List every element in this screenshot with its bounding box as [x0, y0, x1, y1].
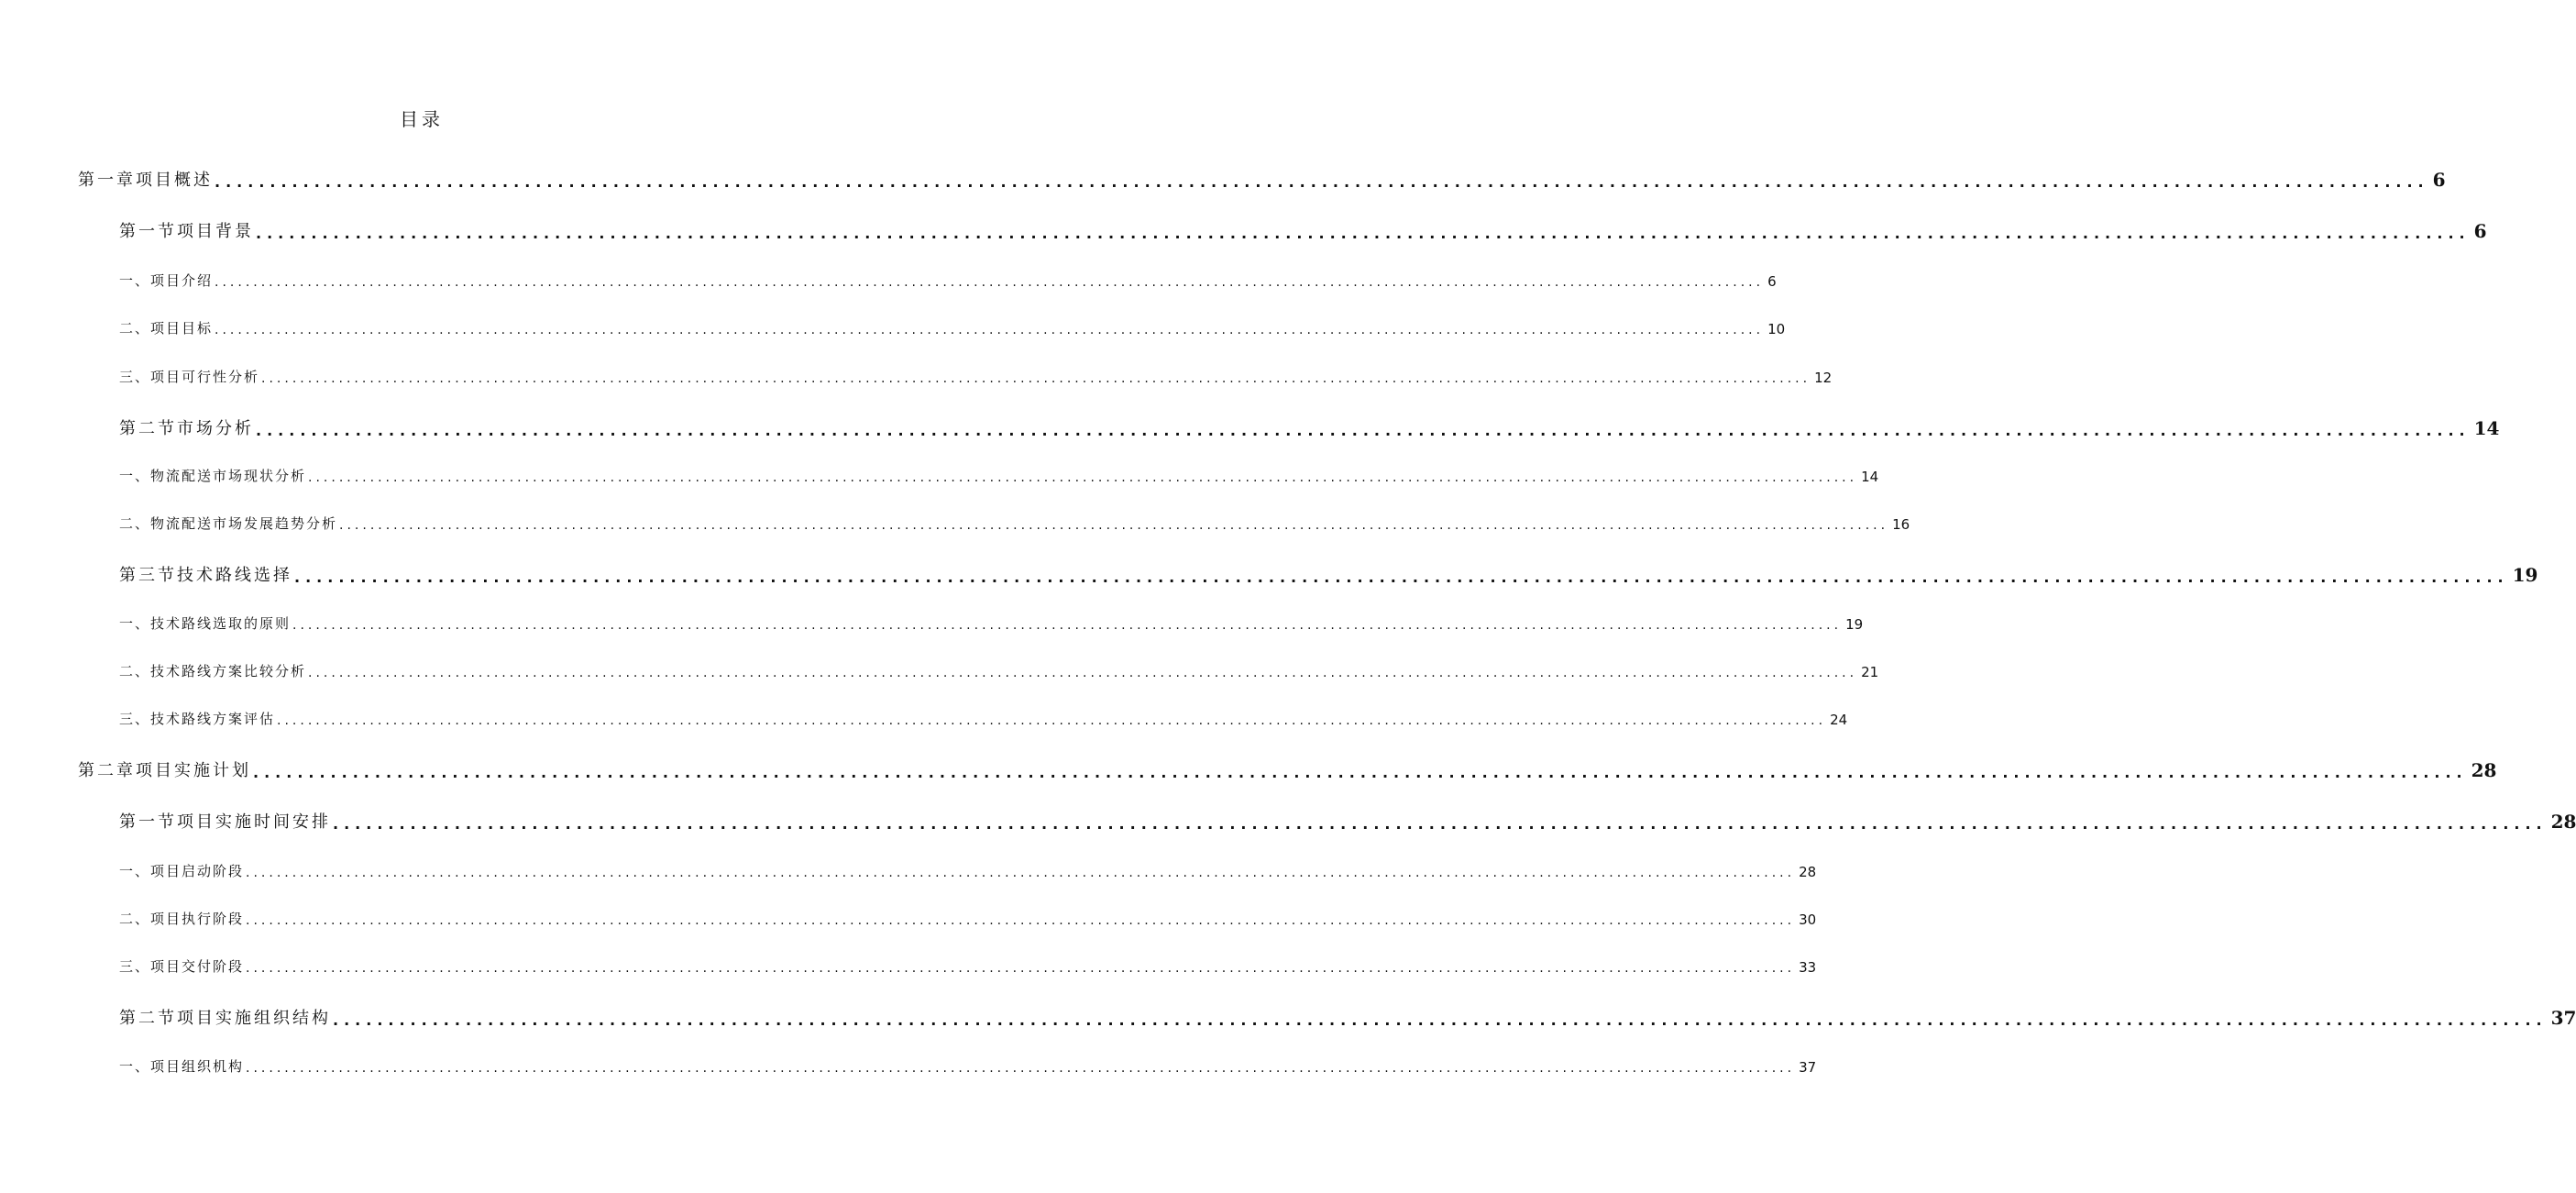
toc-entry-section[interactable] — [119, 1001, 2576, 1029]
toc-entry-label: 一、物流配送市场现状分析 — [119, 468, 307, 484]
toc-entry-label: 第一节项目背景 — [119, 222, 254, 241]
dot-leader: ........................................................................................................................................................................................................ — [333, 815, 2548, 833]
dot-leader: ........................................................................................................................................................................................................ — [256, 225, 2471, 242]
toc-entry-section[interactable] — [119, 558, 2538, 586]
dot-leader: ........................................................................................................................................................................................................ — [215, 275, 1765, 290]
toc-entry-label: 三、项目交付阶段 — [119, 958, 245, 975]
toc-entry-item[interactable] — [119, 364, 1833, 386]
dot-leader: ........................................................................................................................................................................................................ — [246, 866, 1796, 880]
toc-entry-page: 14 — [2473, 417, 2500, 439]
toc-entry-page: 14 — [1861, 469, 1879, 485]
toc-entry-label: 第三节技术路线选择 — [119, 566, 292, 585]
dot-leader: ........................................................................................................................................................................................................ — [215, 323, 1765, 337]
toc-entry-item[interactable] — [119, 315, 1786, 337]
toc-entry-page: 6 — [2473, 220, 2487, 242]
dot-leader: ........................................................................................................................................................................................................ — [246, 961, 1796, 976]
toc-entry-label: 二、技术路线方案比较分析 — [119, 663, 307, 679]
toc-entry-label: 一、项目启动阶段 — [119, 863, 245, 879]
toc-entry-item[interactable] — [119, 906, 1817, 928]
dot-leader: ........................................................................................................................................................................................................ — [308, 666, 1858, 680]
toc-entry-page: 24 — [1830, 712, 1848, 728]
toc-entry-page: 28 — [2471, 759, 2497, 781]
toc-entry-page: 12 — [1814, 370, 1833, 386]
toc-entry-item[interactable] — [119, 611, 1864, 633]
toc-entry-label: 二、项目执行阶段 — [119, 911, 245, 927]
dot-leader: ........................................................................................................................................................................................................ — [333, 1011, 2548, 1029]
toc-entry-label: 二、物流配送市场发展趋势分析 — [119, 515, 338, 532]
toc-entry-page: 6 — [2432, 169, 2446, 191]
toc-entry-label: 第二章项目实施计划 — [78, 761, 251, 780]
toc-entry-section[interactable] — [119, 412, 2500, 439]
dot-leader: ........................................................................................................................................................................................................ — [277, 713, 1827, 728]
dot-leader: ........................................................................................................................................................................................................ — [246, 1061, 1796, 1076]
toc-entry-section[interactable] — [119, 215, 2487, 242]
toc-entry-item[interactable] — [119, 858, 1817, 880]
toc-title: 目录 — [400, 108, 444, 130]
toc-entry-page: 10 — [1767, 321, 1786, 337]
toc-entry-label: 三、技术路线方案评估 — [119, 711, 276, 727]
toc-entry-item[interactable] — [119, 706, 1848, 728]
toc-entry-section[interactable] — [119, 805, 2576, 833]
dot-leader: ........................................................................................................................................................................................................ — [339, 518, 1889, 533]
dot-leader: ........................................................................................................................................................................................................ — [294, 569, 2509, 586]
dot-leader: ........................................................................................................................................................................................................ — [261, 371, 1811, 386]
toc-entry-label: 一、项目介绍 — [119, 272, 214, 289]
toc-entry-item[interactable] — [119, 658, 1879, 680]
toc-entry-chapter[interactable] — [78, 163, 2446, 191]
toc-entry-page: 21 — [1861, 664, 1879, 680]
toc-entry-page: 19 — [2512, 564, 2538, 586]
toc-entry-page: 37 — [2550, 1007, 2576, 1029]
toc-entry-page: 6 — [1767, 273, 1777, 290]
dot-leader: ........................................................................................................................................................................................................ — [215, 173, 2429, 191]
dot-leader: ........................................................................................................................................................................................................ — [256, 422, 2471, 439]
toc-entry-label: 第二节市场分析 — [119, 419, 254, 438]
dot-leader: ........................................................................................................................................................................................................ — [253, 764, 2468, 781]
toc-entry-page: 16 — [1892, 516, 1910, 533]
toc-entry-item[interactable] — [119, 463, 1879, 485]
toc-entry-page: 33 — [1799, 959, 1817, 976]
toc-entry-label: 一、项目组织机构 — [119, 1058, 245, 1075]
toc-entry-item[interactable] — [119, 1054, 1817, 1076]
toc-entry-item[interactable] — [119, 954, 1817, 976]
toc-entry-label: 第一章项目概述 — [78, 171, 213, 190]
toc-entry-label: 第一节项目实施时间安排 — [119, 812, 331, 832]
toc-entry-label: 第二节项目实施组织结构 — [119, 1009, 331, 1028]
toc-entry-chapter[interactable] — [78, 754, 2497, 781]
toc-entry-page: 19 — [1845, 616, 1864, 633]
toc-entry-item[interactable] — [119, 268, 1777, 290]
toc-entry-item[interactable] — [119, 511, 1910, 533]
dot-leader: ........................................................................................................................................................................................................ — [292, 618, 1843, 633]
toc-entry-label: 三、项目可行性分析 — [119, 369, 260, 385]
dot-leader: ........................................................................................................................................................................................................ — [246, 913, 1796, 928]
toc-entry-page: 30 — [1799, 911, 1817, 928]
toc-entry-page: 37 — [1799, 1059, 1817, 1076]
toc-entry-label: 一、技术路线选取的原则 — [119, 615, 292, 632]
toc-entry-page: 28 — [1799, 864, 1817, 880]
toc-entry-label: 二、项目目标 — [119, 320, 214, 337]
dot-leader: ........................................................................................................................................................................................................ — [308, 470, 1858, 485]
toc-entry-page: 28 — [2550, 811, 2576, 833]
